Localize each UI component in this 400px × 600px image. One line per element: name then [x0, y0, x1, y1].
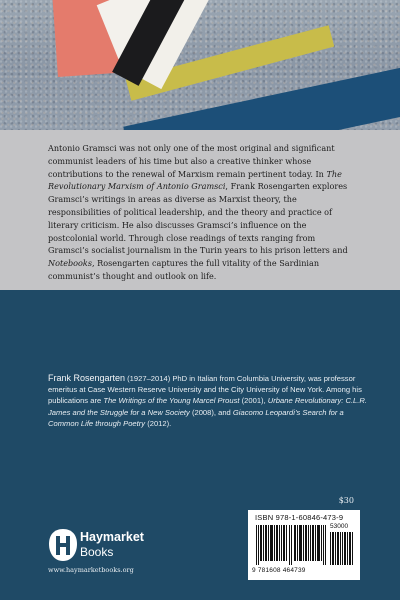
- book-title: The Revolutionary Marxism of Antonio Gramsci: [48, 168, 342, 192]
- barcode-bars: [256, 525, 326, 565]
- publisher-name: Haymarket: [80, 530, 144, 544]
- publisher-sub: Books: [80, 545, 114, 559]
- addon-bars: [330, 532, 354, 565]
- addon-number: 53000: [330, 523, 349, 530]
- haymarket-h-icon: [48, 528, 78, 562]
- barcode-digits: 9 781608 464739: [252, 567, 306, 574]
- cover-artwork: [0, 0, 400, 130]
- price-label: $30: [338, 496, 354, 505]
- author-name: Frank Rosengarten: [48, 373, 126, 383]
- isbn-text: ISBN 978-1-60846-473-9: [255, 513, 344, 522]
- author-bio: Frank Rosengarten (1927–2014) PhD in Italian from Columbia University, was professor emeritus at Case Western Reserve University and the City University of New York. Among his publications are The Writings of the Young Marcel Proust (2001), Urbane Revolutionary: C.L.R. James and the Struggle for a New Society (2008), and Giacomo Leopardi’s Search for a Common Life through Poetry (2012).: [48, 373, 367, 428]
- isbn-barcode: [248, 510, 360, 580]
- book-description: Antonio Gramsci was not only one of the most original and significant communist leaders of his time but also a creative thinker whose contributions to the renewal of Marxism remain pertinent today. In The Revolutionary Marxism of Antonio Gramsci, Frank Rosengarten explores Gramsci’s writings in areas as diverse as Marxist theory, the responsibilities of political leadership, and the theory and practice of literary criticism. He also discusses Gramsci’s influence on the postcolonial world. Through close readings of texts ranging from Gramsci’s socialist journalism in the Turin years to his prison letters and Notebooks, Rosengarten captures the full vitality of the Sardinian communist’s thought and outlook on life.: [48, 143, 348, 281]
- publisher-url[interactable]: www.haymarketbooks.org: [48, 566, 134, 574]
- notebooks-title: Notebooks: [48, 258, 92, 269]
- description-panel: [0, 130, 400, 290]
